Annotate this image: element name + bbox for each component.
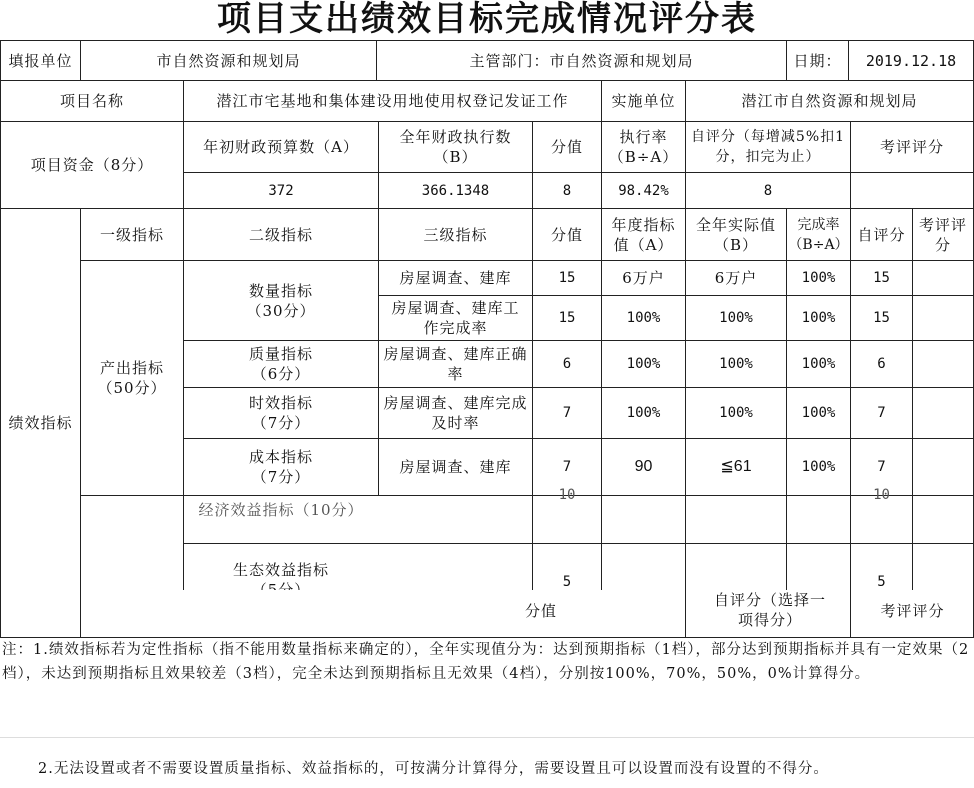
note-1: 注：1.绩效指标若为定性指标（指不能用数量指标来确定的），全年实现值分为：达到预期指标（1档），部分达到预期指标并具有一定效果（2档），未达到预期指标且效果较差（3档），完全未达到预期指标且无效果（4档），分别按100%，70%，50%，0%计算得分。 [2, 642, 970, 682]
footer-review-label: 考评评分 [880, 602, 945, 620]
review-value [851, 173, 973, 208]
actual-row-2: 100% [719, 310, 753, 326]
rate-row-5: 100% [801, 459, 836, 475]
dept-field [377, 41, 786, 80]
self-row-5: 7 [877, 459, 886, 475]
perf-label: 绩效指标 [8, 414, 73, 432]
actual-row-4: 100% [719, 405, 753, 421]
target-row-4: 100% [626, 405, 661, 421]
footer-self-label: 自评分（选择一项得分） [713, 591, 826, 629]
rate-row-3: 100% [801, 356, 836, 372]
target-row-1: 6万户 [622, 269, 665, 287]
unit-label: 填报单位 [8, 51, 73, 70]
ecological-indicator-line1 [184, 560, 378, 584]
l1-header: 一级指标 [99, 225, 164, 244]
l3-row-2: 房屋调查、建库工作完成率 [391, 299, 520, 337]
funds-label: 项目资金（8分） [30, 156, 154, 174]
economic-self-value: 10 [873, 487, 890, 503]
note-2: 2.无法设置或者不需要设置质量指标、效益指标的，可按满分计算得分，需要设置且可以设置而没有设置的不得分。 [38, 761, 829, 777]
self-score-value: 8 [763, 182, 773, 199]
dept-value: 市自然资源和规划局 [549, 51, 694, 70]
target-row-5: 90 [634, 458, 653, 475]
form-title: 项目支出绩效目标完成情况评分表 [217, 0, 757, 39]
economic-indicator [184, 496, 378, 519]
exec-value: 366.1348 [421, 182, 490, 199]
actual-header: 全年实际值（B） [695, 215, 776, 254]
target-row-3: 100% [626, 356, 661, 372]
l3-row-5: 房屋调查、建库 [399, 458, 512, 476]
target-header: 年度指标值（A） [611, 215, 676, 254]
economic-score [533, 487, 601, 510]
completion-header: 完成率（B÷A） [788, 216, 849, 253]
impl-unit-value: 潜江市自然资源和规划局 [741, 92, 918, 110]
score-row-1: 15 [558, 270, 576, 286]
budget-header: 年初财政预算数（A） [203, 138, 359, 156]
l3-row-1: 房屋调查、建库 [399, 269, 512, 287]
score-row-2: 15 [558, 310, 576, 326]
economic-score-value: 10 [558, 487, 576, 503]
review-header: 考评评分 [879, 138, 944, 156]
ecological-self: 5 [877, 574, 886, 590]
quantity-indicator: 数量指标（30分） [246, 281, 316, 320]
self-row-3: 6 [877, 356, 886, 372]
self-score-header: 自评分（每增减5%扣1分，扣完为止） [690, 129, 846, 165]
perf-review-header: 考评评分 [918, 215, 967, 254]
project-name-label: 项目名称 [59, 92, 124, 110]
ecological-score: 5 [562, 574, 572, 590]
unit-value: 市自然资源和规划局 [156, 51, 301, 70]
dept-label: 主管部门： [469, 51, 550, 70]
l3-row-3: 房屋调查、建库正确率 [383, 345, 528, 383]
actual-row-5: ≦61 [720, 458, 752, 475]
score-row-4: 7 [562, 405, 572, 421]
l3-row-4: 房屋调查、建库完成及时率 [383, 394, 528, 432]
rate-header: 执行率（B÷A） [608, 128, 679, 166]
perf-self-header: 自评分 [857, 225, 906, 244]
actual-row-3: 100% [719, 356, 753, 372]
quality-indicator: 质量指标（6分） [248, 345, 313, 383]
ecological-indicator-label: 生态效益指标 [232, 561, 329, 579]
score-header: 分值 [550, 138, 583, 156]
cost-indicator: 成本指标（7分） [248, 448, 313, 486]
economic-indicator-label: 经济效益指标（10分） [198, 501, 364, 519]
self-row-1: 15 [873, 270, 890, 286]
l3-header: 三级指标 [423, 225, 488, 244]
score-value: 8 [562, 182, 572, 199]
budget-value: 372 [268, 182, 294, 199]
rate-row-4: 100% [801, 405, 836, 421]
date-label: 日期： [793, 51, 842, 70]
output-indicator-label: 产出指标（50分） [97, 359, 167, 397]
rate-row-1: 100% [801, 270, 836, 286]
actual-row-1: 6万户 [714, 269, 758, 287]
self-row-2: 15 [873, 310, 890, 326]
footer-score-label: 分值 [524, 602, 557, 620]
rate-row-2: 100% [801, 310, 836, 326]
economic-self [851, 487, 912, 510]
project-name-value: 潜江市宅基地和集体建设用地使用权登记发证工作 [216, 92, 569, 110]
l2-header: 二级指标 [248, 225, 313, 244]
timeliness-indicator: 时效指标（7分） [248, 394, 313, 432]
target-row-2: 100% [626, 310, 661, 326]
score-row-3: 6 [562, 356, 572, 372]
impl-unit-label: 实施单位 [611, 92, 676, 110]
date-value: 2019.12.18 [865, 51, 957, 70]
perf-score-header: 分值 [550, 225, 583, 244]
rate-value: 98.42% [618, 182, 669, 199]
exec-header: 全年财政执行数（B） [399, 128, 512, 166]
self-row-4: 7 [877, 405, 886, 421]
score-row-5: 7 [562, 459, 572, 475]
